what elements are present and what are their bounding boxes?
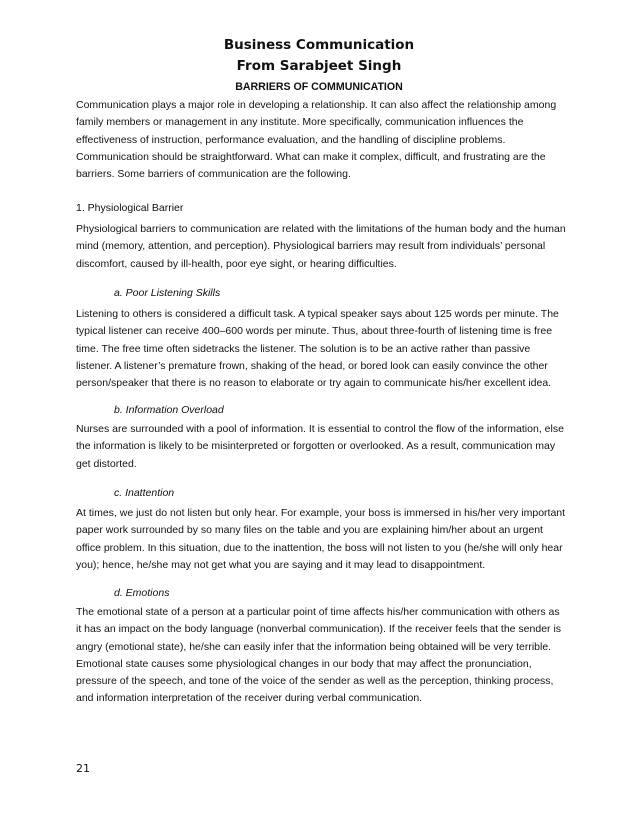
inattention-heading: c. Inattention <box>114 487 175 499</box>
information-overload-paragraph: Nurses are surrounded with a pool of information. It is essential to control the flow of the information, else the information is likely to be misinterpreted or forgotten or overlooked. As a result, communication may get distorted. <box>76 423 564 470</box>
inattention-paragraph: At times, we just do not listen but only hear. For example, your boss is immersed in his/her very important paper work surrounded by so many files on the table and you are explaining him/her about an urgent office problem. In this situation, due to the inattention, the boss will not listen to you (he/she will only hear you); hence, he/she may not get what you are saying and it may lead to disappointment. <box>76 507 566 571</box>
page-number: 21 <box>76 762 90 775</box>
physiological-barrier-heading: 1. Physiological Barrier <box>76 202 184 214</box>
poor-listening-heading: a. Poor Listening Skills <box>114 287 221 299</box>
document-title: Business Communication <box>223 37 415 53</box>
information-overload-heading: b. Information Overload <box>114 404 224 416</box>
intro-paragraph: Communication plays a major role in developing a relationship. It can also affect the relationship among family members or management in any institute. More specifically, communication influences the effectiveness of instruction, performance evaluation, and the handling of discipline problems. Communication should be straightforward. What can make it complex, difficult, and frustrating are the barriers. Some barriers of communication are the following. <box>76 99 557 181</box>
section-title: BARRIERS OF COMMUNICATION <box>235 81 403 93</box>
emotions-paragraph: The emotional state of a person at a particular point of time affects his/her communication with others as it has an impact on the body language (nonverbal communication). If the receiver feels that the sender is angry (emotional state), he/she can easily infer that the information being obtained will be very terrible. Emotional state causes some physiological changes in our body that may affect the pronunciation, pressure of the speech, and tone of the voice of the sender as well as the perception, thinking process, and information interpretation of the receiver during verbal communication. <box>76 606 562 705</box>
emotions-heading: d. Emotions <box>114 587 170 599</box>
physiological-barrier-paragraph: Physiological barriers to communication are related with the limitations of the human body and the human mind (memory, attention, and perception). Physiological barriers may result from individuals’ personal discomfort, caused by ill-health, poor eye sight, or hearing difficulties. <box>76 223 566 270</box>
document-subtitle: From Sarabjeet Singh <box>236 58 402 74</box>
poor-listening-paragraph: Listening to others is considered a difficult task. A typical speaker says about 125 words per minute. The typical listener can receive 400–600 words per minute. Thus, about three-fourth of listening time is free time. The free time often sidetracks the listener. The solution is to be an active rather than passive listener. A listener’s premature frown, shaking of the head, or bored look can easily convince the other person/speaker that there is no reason to elaborate or try again to communicate his/her excellent idea. <box>76 308 559 390</box>
